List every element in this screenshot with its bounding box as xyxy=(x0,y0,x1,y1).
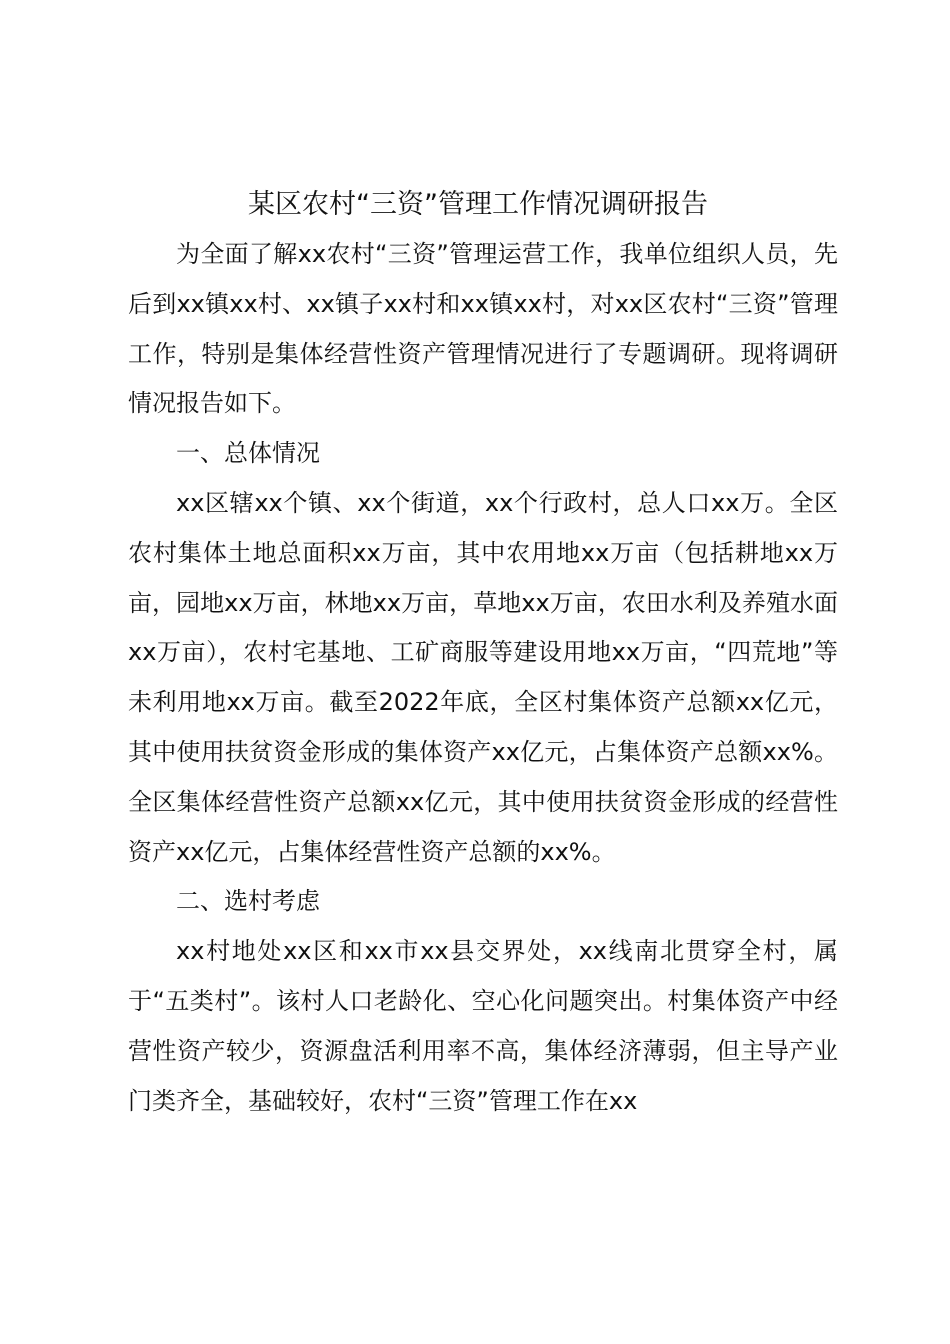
section-heading-village-selection: 二、选村考虑 xyxy=(176,887,320,916)
document-title: 某区农村“三资”管理工作情况调研报告 xyxy=(248,189,708,220)
village-selection-paragraph: xx村地处xx区和xx市xx县交界处，xx线南北贯穿全村，属于“五类村”。该村人口老龄化、空心化问题突出。村集体资产中经营性资产较少，资源盘活利用率不高，集体经济薄弱，但主导产业门类齐全，基础较好，农村“三资”管理工作在xx xyxy=(128,937,838,1115)
document-body xyxy=(128,230,838,1126)
intro-paragraph: 为全面了解xx农村“三资”管理运营工作，我单位组织人员，先后到xx镇xx村、xx镇子xx村和xx镇xx村，对xx区农村“三资”管理工作，特别是集体经营性资产管理情况进行了专题调研。现将调研情况报告如下。 xyxy=(128,240,838,418)
overall-paragraph: xx区辖xx个镇、xx个街道，xx个行政村，总人口xx万。全区农村集体土地总面积xx万亩，其中农用地xx万亩（包括耕地xx万亩，园地xx万亩，林地xx万亩，草地xx万亩，农田水利及养殖水面xx万亩），农村宅基地、工矿商服等建设用地xx万亩，“四荒地”等未利用地xx万亩。截至2022年底，全区村集体资产总额xx亿元，其中使用扶贫资金形成的集体资产xx亿元，占集体资产总额xx%。全区集体经营性资产总额xx亿元，其中使用扶贫资金形成的经营性资产xx亿元，占集体经营性资产总额的xx%。 xyxy=(128,488,838,866)
section-heading-overall: 一、总体情况 xyxy=(176,439,320,468)
